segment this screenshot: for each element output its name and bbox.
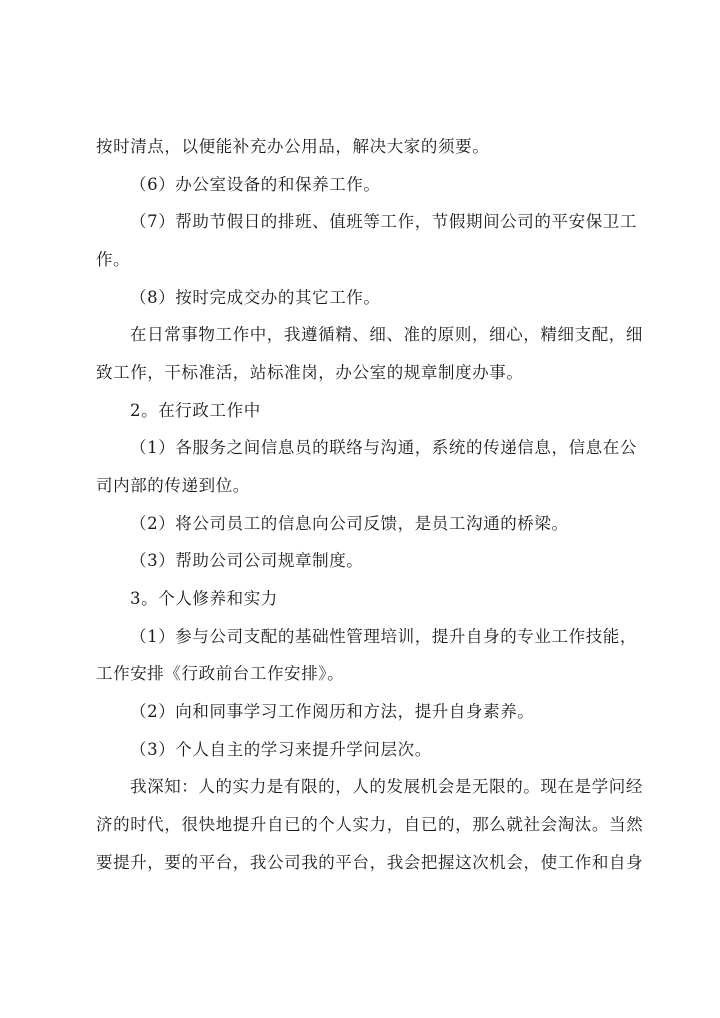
text-line: 济的时代，很快地提升自已的个人实力，自已的，那么就社会淘汰。当然 — [96, 815, 644, 834]
text-line: 我深知：人的实力是有限的，人的发展机会是无限的。现在是学问经 — [130, 777, 643, 796]
text-line: （3）个人自主的学习来提升学问层次。 — [130, 740, 432, 759]
text-line: （6）办公室设备的和保养工作。 — [130, 175, 381, 194]
text-line: （7）帮助节假日的排班、值班等工作，节假期间公司的平安保卫工 — [130, 212, 637, 231]
text-line: （1）参与公司支配的基础性管理培训，提升自身的专业工作技能， — [130, 627, 637, 646]
text-line: （3）帮助公司公司规章制度。 — [130, 551, 364, 570]
text-line: （2）将公司员工的信息向公司反馈，是员工沟通的桥梁。 — [130, 514, 569, 533]
text-line: 致工作，干标准活，站标准岗，办公室的规章制度办事。 — [96, 363, 524, 382]
section-heading: 2。在行政工作中 — [130, 401, 261, 420]
text-line: 在日常事物工作中，我遵循精、细、准的原则，细心，精细支配，细 — [130, 325, 643, 344]
section-heading: 3。个人修养和实力 — [130, 589, 278, 608]
text-line: 工作安排《行政前台工作安排》。 — [96, 664, 345, 683]
text-line: （2）向和同事学习工作阅历和方法，提升自身素养。 — [130, 702, 535, 721]
text-line: 按时清点，以便能补充办公用品，解决大家的须要。 — [96, 137, 490, 156]
text-line: 要提升，要的平台，我公司我的平台，我会把握这次机会，使工作和自身 — [96, 853, 644, 872]
text-line: 司内部的传递到位。 — [96, 476, 250, 495]
text-line: 作。 — [96, 250, 131, 269]
text-line: （1）各服务之间信息员的联络与沟通，系统的传递信息，信息在公 — [130, 438, 637, 457]
text-line: （8）按时完成交办的其它工作。 — [130, 288, 381, 307]
